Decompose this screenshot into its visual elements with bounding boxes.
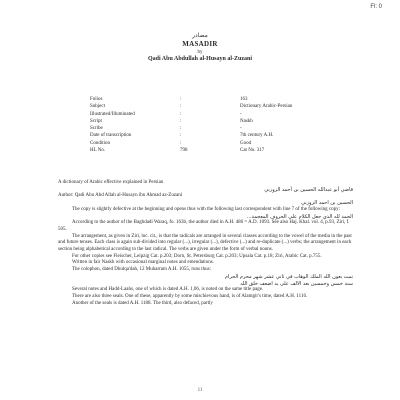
arabic-colophon-1: تمت بعون الله الملك الوهاب في ثاني عشر شهر محرم الحرام bbox=[224, 273, 353, 280]
meta-row-script: Script : Naskh bbox=[90, 118, 253, 124]
metadata-table bbox=[90, 96, 350, 154]
file-number: Fl: 0 bbox=[370, 4, 382, 10]
paragraph-seals-2: Another of the seals is dated A.H. 1188. The third, also defaced, partly bbox=[72, 300, 213, 306]
arabic-opening-quote: الحمد لله الذي جعل الكلام على الحروف المعجمة... bbox=[246, 213, 353, 220]
author-name: Qadi Abu Abdullah al-Husayn al-Zuzani bbox=[147, 56, 253, 62]
paragraph-arrangement: The arrangement, as given in Ziri, loc. cit., is that the radicals are arranged in several classes according to the vowel of the media in the past and future tenses. Each class is again sub-divided into regular (...), irregular (...), defective (...) and re-duplicate (...) verbs; the arrangement in each section being alphabetical according to the last radical. The verbs are given under the form of verbal nouns. bbox=[58, 233, 352, 253]
meta-row-folios: Folios : 163 bbox=[90, 97, 248, 102]
manuscript-title: MASADIR bbox=[182, 40, 218, 48]
author-label: Author: Qadi Abu Abd Allah al-Husayn ibn Ahmad az-Zuzani bbox=[58, 193, 183, 199]
meta-row-illustrated: Illustrated/Illuminated : - bbox=[90, 111, 242, 117]
meta-row-date: Date of transcription : 7th century A.H. bbox=[90, 133, 274, 139]
description-body bbox=[58, 180, 353, 307]
arabic-author-line: قاضي أبو عبدالله الحسين بن أحمد الزوزني bbox=[264, 186, 353, 193]
page-number: 11 bbox=[197, 388, 203, 393]
arabic-colophon-2: سنة خمس وخمسين بعد الالف على يد اضعف خلق الله bbox=[240, 280, 353, 287]
paragraph-colophon: The colophon, dated Dhulqa'dah, 12 Muharram A.H. 1055, runs thus: bbox=[72, 267, 211, 273]
meta-row-hl-no: HL No. 798 Cat No. 317 bbox=[90, 148, 265, 154]
arabic-title: مصادر bbox=[192, 33, 208, 39]
paragraph-1: A dictionary of Arabic effective explained in Persian bbox=[58, 180, 164, 185]
paragraph-author-death: According to the author of the Baghdadi Waraq, fo. 163b, the author died in A.H. 486 = A.D. 1093. See also Haj. Khal. vol. 4, p.93, Ziri, f. 505. bbox=[58, 220, 350, 232]
meta-row-condition: Condition : Good bbox=[90, 140, 252, 146]
arabic-author-line-2: الحسين بن احمد الزوزني bbox=[301, 200, 353, 207]
paragraph-notes: Several notes and Hadd-Laahs, one of which is dated A.H. 1,06, is noted on the same title page. bbox=[72, 287, 264, 293]
paragraph-script: Written in fair Naskh with occasional marginal notes and emendations. bbox=[72, 260, 214, 266]
by-line: by bbox=[197, 50, 203, 55]
meta-row-subject: Subject : Dictionary Arabic-Persian bbox=[90, 104, 293, 110]
paragraph-opening: The copy is slightly defective at the beginning and opens thus with the following last correspondent with line 7 of the following copy: bbox=[72, 206, 341, 212]
paragraph-other-copies: For other copies see Fleischer, Leipzig Cat. p.203; Dorn, St. Petersburg Cat. p.203; Upsala Cat. p.18; Ziri, Arabic Cat. p.755. bbox=[72, 253, 322, 259]
paragraph-seals: There are also three seals. One of these, apparently by some mischievous hand, is of Alamgir's time, dated A.H. 1116. bbox=[72, 293, 308, 299]
meta-row-scribe: Scribe : - bbox=[90, 126, 242, 132]
